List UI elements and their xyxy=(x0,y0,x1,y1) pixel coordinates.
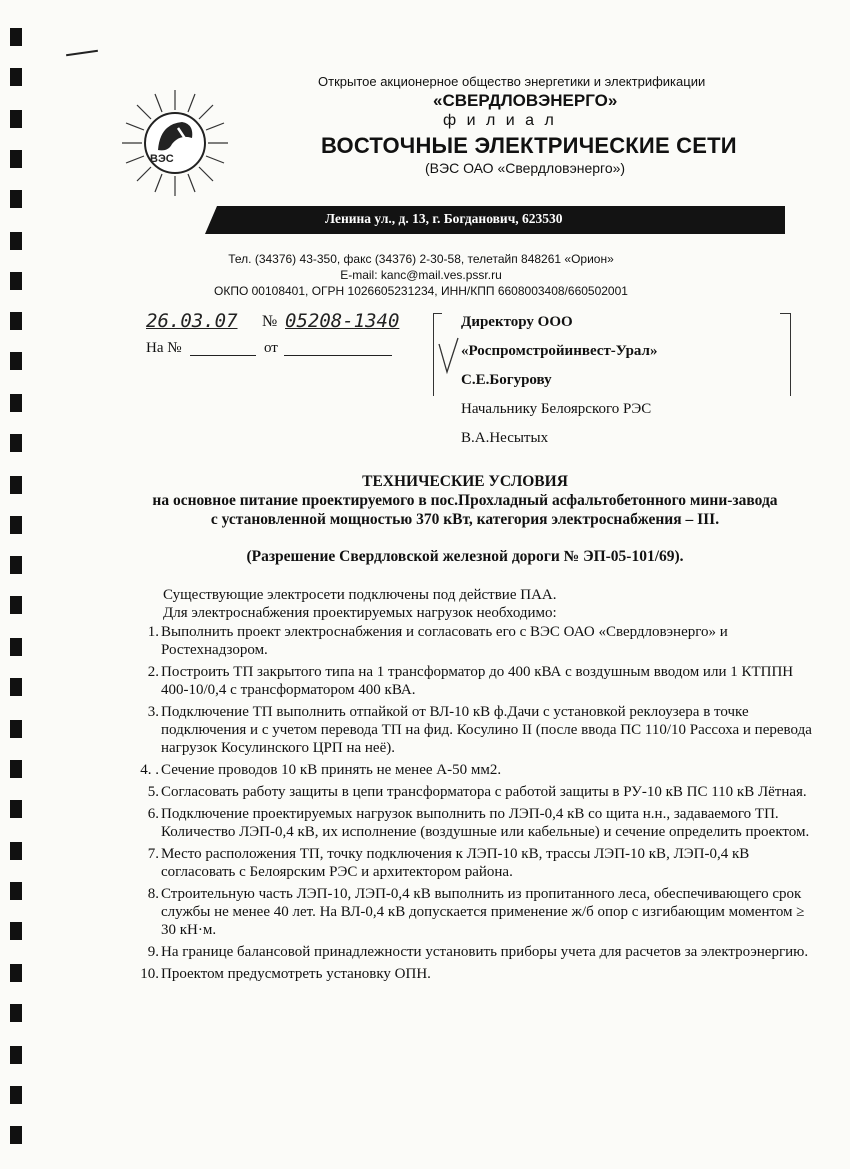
address: Ленина ул., д. 13, г. Богданович, 623530 xyxy=(325,211,563,226)
ref-label: На № xyxy=(146,340,182,356)
title-line: на основное питание проектируемого в пос.Прохладный асфальтобетонного мини-завода xyxy=(152,492,778,509)
list-item xyxy=(136,845,816,881)
item-text: Строительную часть ЛЭП-10, ЛЭП-0,4 кВ выполнить из пропитанного леса, обеспечивающего срок службы не менее 40 лет. На ВЛ-0,4 кВ допускается применение ж/б опор с изгибающим моментом ≥ 30 кН·м. xyxy=(161,886,805,938)
list-item xyxy=(136,885,816,939)
org-name: «СВЕРДЛОВЭНЕРГО» xyxy=(433,91,618,110)
company-logo xyxy=(120,88,230,198)
contact-codes: ОКПО 00108401, ОГРН 1026605231234, ИНН/КПП 6608003408/660502001 xyxy=(214,284,628,298)
pen-mark xyxy=(66,50,98,56)
ref-from-label: от xyxy=(264,340,278,356)
item-number: 3. xyxy=(147,704,159,720)
title-line: с установленной мощностью 370 кВт, категория электроснабжения – III. xyxy=(210,511,720,528)
list-item xyxy=(136,663,816,699)
logo-text: ВЭС xyxy=(150,153,174,165)
item-number: 10. xyxy=(140,966,159,982)
item-text: Проектом предусмотреть установку ОПН. xyxy=(161,966,431,982)
list-item xyxy=(136,703,816,757)
intro-line: Существующие электросети подключены под действие ПАА. xyxy=(163,587,557,603)
list-item xyxy=(136,761,816,779)
item-text: Место расположения ТП, точку подключения к ЛЭП-10 кВ, трассы ЛЭП-10 кВ, ЛЭП-0,4 кВ согласовать с Белоярским РЭС и архитектором района. xyxy=(161,846,750,880)
recipients-block xyxy=(461,308,657,453)
contact-email: E-mail: kanc@mail.ves.pssr.ru xyxy=(340,268,502,282)
outgoing-number: 05208-1340 xyxy=(285,310,400,332)
item-number: 8. xyxy=(147,886,159,902)
item-number: 2. xyxy=(147,664,159,680)
document-title xyxy=(100,472,830,529)
list-item xyxy=(136,805,816,841)
title-heading: ТЕХНИЧЕСКИЕ УСЛОВИЯ xyxy=(362,473,568,490)
intro-line: Для электроснабжения проектируемых нагрузок необходимо: xyxy=(163,605,557,621)
recipient-bracket-right xyxy=(780,313,791,396)
item-text: Подключение ТП выполнить отпайкой от ВЛ-10 кВ ф.Дачи с установкой реклоузера в точке подключения и с учетом перевода ТП на фид. Косулино II (после ввода ПС 110/10 Рассоха и перевода нагрузок Косулинского ЦРП на неё). xyxy=(161,704,812,756)
branch-word: ф и л и а л xyxy=(443,112,557,129)
item-text: Подключение проектируемых нагрузок выполнить по ЛЭП-0,4 кВ со щита н.н., задаваемого ТП. Количество ЛЭП-0,4 кВ, их исполнение (воздушные или кабельные) и сечение определить проектом. xyxy=(161,806,810,840)
ref-date-line xyxy=(284,355,392,356)
outgoing-number-label: № xyxy=(262,313,278,330)
item-number: 9. xyxy=(147,944,159,960)
list-item xyxy=(136,965,816,983)
item-number: 4. . xyxy=(140,762,159,778)
item-text: На границе балансовой принадлежности установить приборы учета для расчетов за электроэнергию. xyxy=(161,944,809,960)
list-item xyxy=(136,943,816,961)
contact-phones: Тел. (34376) 43-350, факс (34376) 2-30-58, телетайп 848261 «Орион» xyxy=(228,252,614,266)
recipient-line: Начальнику Белоярского РЭС xyxy=(461,401,652,417)
item-number: 5. xyxy=(147,784,159,800)
recipient-line: «Роспромстройинвест-Урал» xyxy=(461,343,658,359)
recipient-line: С.Е.Богурову xyxy=(461,372,552,388)
recipient-line: В.А.Несытых xyxy=(461,430,549,446)
list-item xyxy=(136,623,816,659)
item-number: 1. xyxy=(147,624,159,640)
item-text: Построить ТП закрытого типа на 1 трансформатор до 400 кВА с воздушным вводом или 1 КТППН 400-10/0,4 с трансформатором 400 кВА. xyxy=(161,664,794,698)
branch-short: (ВЭС ОАО «Свердловэнерго») xyxy=(425,160,626,176)
binding-holes xyxy=(10,0,26,1169)
item-number: 6. xyxy=(147,806,159,822)
recipient-line: Директору ООО xyxy=(461,314,573,330)
checkmark-icon xyxy=(438,336,460,376)
item-text: Согласовать работу защиты в цепи трансформатора с работой защиты в РУ-10 кВ ПС 110 кВ Лётная. xyxy=(161,784,807,800)
ref-number-line xyxy=(190,355,256,356)
org-intro: Открытое акционерное общество энергетики и электрификации xyxy=(318,74,706,89)
item-number: 7. xyxy=(147,846,159,862)
branch-name: ВОСТОЧНЫЕ ЭЛЕКТРИЧЕСКИЕ СЕТИ xyxy=(321,133,737,158)
item-text: Выполнить проект электроснабжения и согласовать его с ВЭС ОАО «Свердловэнерго» и Ростехнадзором. xyxy=(161,624,728,658)
list-item xyxy=(136,783,816,801)
item-text: Сечение проводов 10 кВ принять не менее А-50 мм2. xyxy=(161,762,502,778)
requirements-list xyxy=(136,623,816,987)
outgoing-date: 26.03.07 xyxy=(146,310,238,332)
permit-line: (Разрешение Свердловской железной дороги № ЭП-05-101/69). xyxy=(246,548,684,565)
